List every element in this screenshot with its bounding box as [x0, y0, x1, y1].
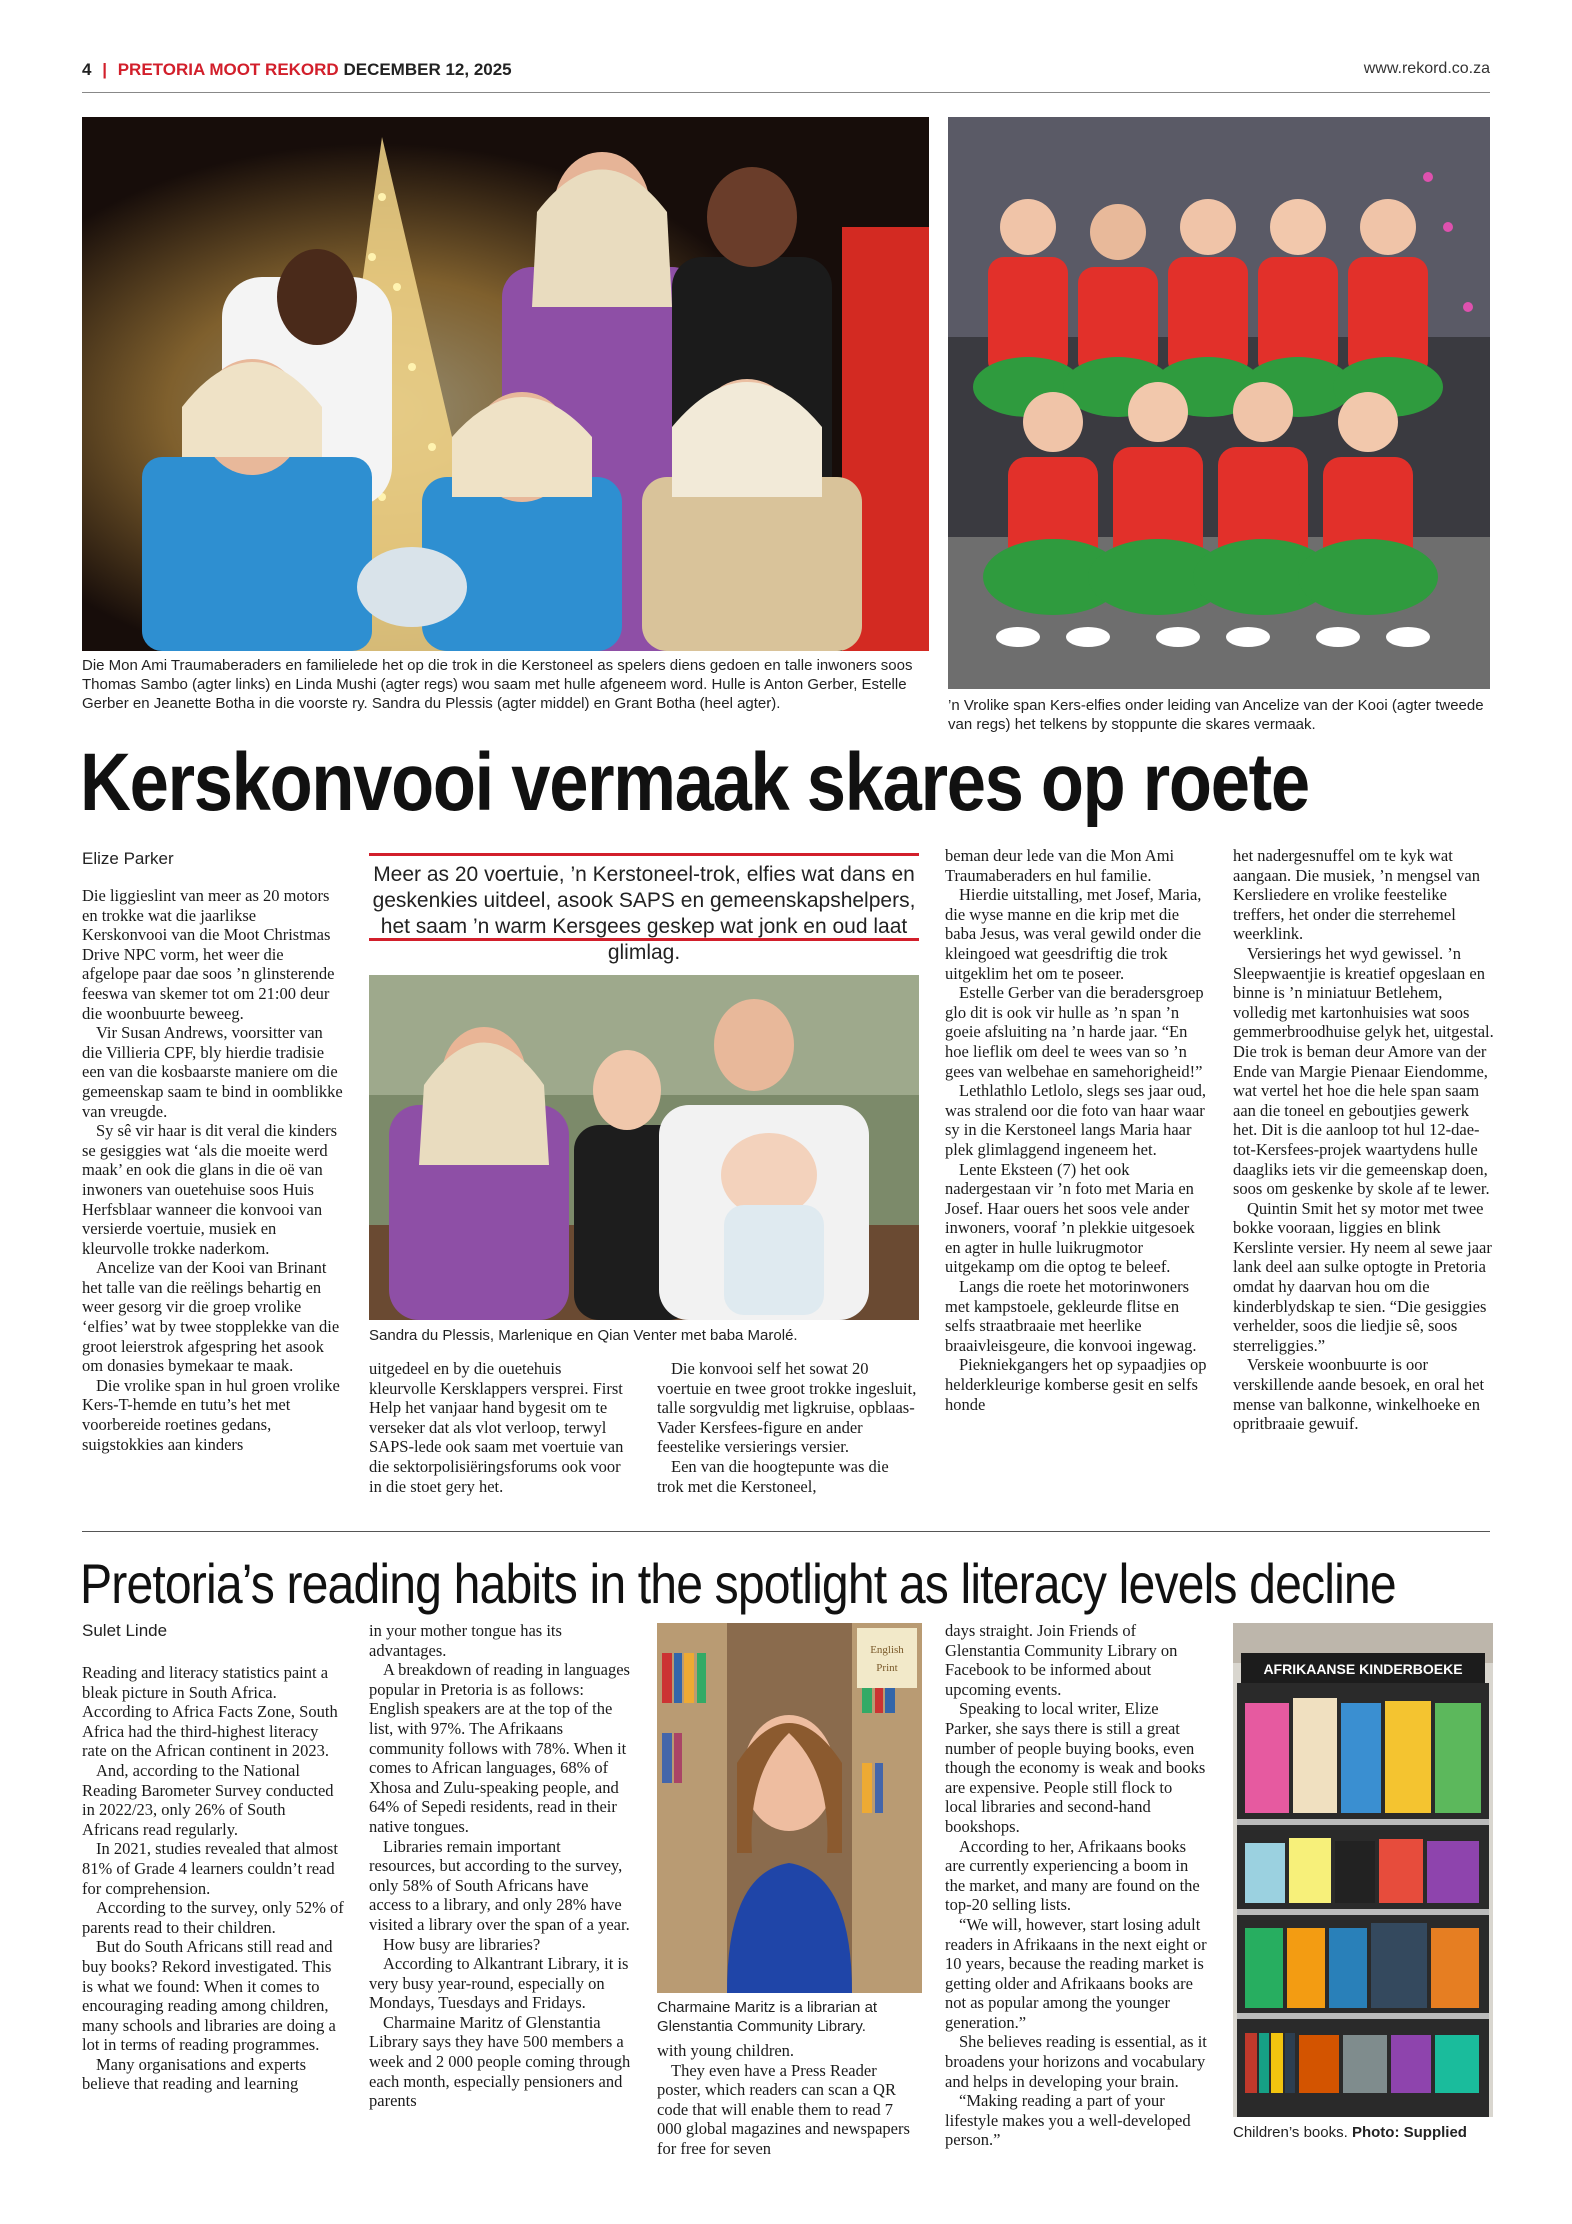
paragraph: And, according to the National Reading Barometer Survey conducted in 2022/23, only 26% of South Africans read regularly. [82, 1760, 334, 1839]
paragraph: A breakdown of reading in languages popular in Pretoria is as follows: English speakers are at the top of the list, with 97%. The Afrikaans community follows with 78%. When it comes to African languages, 68% of Xhosa and Zulu-speaking people, and 64% of Sepedi residents, read in their native tongues. [369, 1660, 630, 1836]
page-header [82, 60, 1490, 90]
issue-date: DECEMBER 12, 2025 [343, 60, 512, 79]
page-number: 4 [82, 60, 92, 79]
publication-name: PRETORIA MOOT REKORD [117, 60, 339, 79]
website-link[interactable]: www.rekord.co.za [1363, 60, 1490, 77]
caption-photo-nativity: Die Mon Ami Traumaberaders en familielede het op die trok in die Kerstoneel as spelers diens gedoen en talle inwoners soos Thomas Sambo (agter links) en Linda Mushi (agter regs) wou saam met hulle afgeneem word. Hulle is Anton Gerber, Estelle Gerber en Jeanette Botha in die voorste ry. Sandra du Plessis (agter middel) en Grant Botha (heel agter). [82, 657, 913, 712]
story2-column-4 [945, 1621, 1207, 2150]
paragraph: Piekniekgangers het op sypaadjies op helderkleurige komberse gesit en selfs honde [945, 1355, 1207, 1414]
photo-elves-team [948, 117, 1490, 689]
paragraph: In 2021, studies revealed that almost 81% of Grade 4 learners couldn’t read for comprehension. [82, 1839, 338, 1898]
caption-photo-elves: ’n Vrolike span Kers-elfies onder leiding van Ancelize van der Kooi (agter tweede van regs) het telkens by stoppunte die skares vermaak. [948, 697, 1484, 733]
photo-librarian [657, 1623, 922, 1993]
library-sign-line1: English [870, 1644, 904, 1656]
header-rule [82, 92, 1490, 93]
paragraph: Lente Eksteen (7) het ook nadergestaan vir ’n foto met Maria en Josef. Haar ouers het soos vele ander inwoners, vooraf ’n plekkie uitgesoek en agter in hulle luikrugmotor uitgekamp om die optog te beleef. [945, 1159, 1195, 1277]
story1-column-3 [657, 1359, 919, 1496]
paragraph: Een van die hoogtepunte was die trok met die Kerstoneel, [657, 1456, 889, 1496]
paragraph: Ancelize van der Kooi van Brinant het talle van die reëlings behartig en weer gesorg vir die groep vrolike ‘elfies’ wat by twee stopplekke van die groot leierstrok afgespring het asook om donasies bymekaar te maak. [82, 1258, 340, 1376]
headline-reading-habits: Pretoria’s reading habits in the spotlight as literacy levels decline [80, 1552, 1396, 1615]
paragraph: She believes reading is essential, as it broadens your horizons and vocabulary and helps in developing your brain. [945, 2032, 1207, 2091]
paragraph: Speaking to local writer, Elize Parker, she says there is still a great number of people buying books, even though the economy is weak and books are expensive. People still flock to local libraries and second-hand bookshops. [945, 1699, 1206, 1836]
paragraph: According to her, Afrikaans books are currently experiencing a boom in the market, and many are found on the top-20 selling lists. [945, 1836, 1200, 1915]
caption-books-text: Children’s books. [1233, 2124, 1348, 2141]
story2-column-2 [369, 1621, 631, 2111]
story1-column-1 [82, 886, 344, 1454]
header-separator: | [102, 60, 107, 79]
paragraph: According to the survey, only 52% of parents read to their children. [82, 1898, 344, 1937]
story2-column-1 [82, 1663, 344, 2094]
paragraph: with young children. [657, 2041, 795, 2060]
paragraph: Lethlathlo Letlolo, slegs ses jaar oud, was stralend oor die foto van haar waar sy in die Kerstoneel langs Maria haar plek glimlaggend ingeneem het. [945, 1081, 1206, 1159]
story1-column-4 [945, 846, 1207, 1414]
paragraph: Quintin Smit het sy motor met twee bokke vooraan, liggies en blink Kerslinte versier. Hy neem al sewe jaar lank deel aan sulke optogte in Pretoria omdat hy daarvan hou om die kinderblydskap te sien. “Die gesiggies verhelder, soos die liedjie sê, soos sterreliggies.” [1233, 1198, 1492, 1355]
paragraph: beman deur lede van die Mon Ami Traumaberaders en hul familie. [945, 846, 1175, 885]
paragraph: Vir Susan Andrews, voorsitter van die Villieria CPF, bly hierdie tradisie een van die kosbaarste maniere om die gemeenskap saam te bind in oomblikke van vreugde. [82, 1023, 343, 1121]
paragraph: Many organisations and experts believe that reading and learning [82, 2054, 307, 2094]
caption-photo-family: Sandra du Plessis, Marlenique en Qian Venter met baba Marolé. [369, 1327, 798, 1344]
paragraph: Die vrolike span in hul groen vrolike Kers-T-hemde en tutu’s het met voorbereide roetines gedans, suigstokkies aan kinders [82, 1375, 340, 1454]
photo-credit: Photo: Supplied [1351, 2124, 1467, 2141]
caption-photo-books [1233, 2123, 1493, 2142]
byline-story1: Elize Parker [82, 849, 174, 868]
headline-kerskonvooi: Kerskonvooi vermaak skares op roete [80, 737, 1309, 828]
paragraph: Die konvooi self het sowat 20 voertuie en twee groot trokke ingesluit, talle sorgvuldig met ligkruise, opblaas-Vader Kersfees-figure en ander feestelike versierings versier. [657, 1359, 917, 1457]
paragraph: Langs die roete het motorinwoners met kampstoele, gekleurde flitse en selfs straatbraaie met heerlike braaivleisgeure, die konvooi ingewag. [945, 1277, 1197, 1355]
paragraph: But do South Africans still read and buy books? Rekord investigated. This is what we found: When it comes to encouraging reading among children, many schools and libraries are doing a lot in terms of reading programmes. [82, 1937, 336, 2055]
paragraph: in your mother tongue has its advantages. [369, 1621, 562, 1660]
paragraph: Estelle Gerber van die beradersgroep glo dit is ook vir hulle as ’n span ’n goeie afsluiting na ’n harde jaar. “En hoe lieflik om deel te wees van so ’n gees van welbehae en samehorigheid!” [945, 983, 1204, 1081]
caption-photo-librarian: Charmaine Maritz is a librarian at Glenstantia Community Library. [657, 1999, 878, 2035]
paragraph: Libraries remain important resources, but according to the survey, only 58% of South Africans have access to a library, and only 28% have visited a library over the span of a year. [369, 1836, 630, 1934]
paragraph: According to Alkantrant Library, it is very busy year-round, especially on Mondays, Tuesdays and Fridays. [369, 1954, 629, 2013]
paragraph: het nadergesnuffel om te kyk wat aangaan. Die musiek, ’n mengsel van Kersliedere en vrolike feestelike treffers, het onder die sterrehemel weerklink. [1233, 846, 1480, 944]
paragraph: “Making reading a part of your lifestyle makes you a well-developed person.” [945, 2091, 1191, 2150]
shelf-sign: AFRIKAANSE KINDERBOEKE [1263, 1661, 1463, 1677]
section-divider [82, 1531, 1490, 1532]
paragraph: Hierdie uitstalling, met Josef, Maria, die wyse manne en die krip met die baba Jesus, was veral gewild onder die kleingoed wat geesdriftig die trok uitgeklim het om te poseer. [945, 885, 1202, 983]
paragraph: days straight. Join Friends of Glenstantia Community Library on Facebook to be informed about upcoming events. [945, 1621, 1178, 1699]
photo-childrens-books [1233, 1623, 1493, 2117]
paragraph: Sy sê vir haar is dit veral die kinders se gesiggies wat ‘als die moeite werd maak’ en ook die glans in die oë van inwoners van ouetehuise soos Huis Herfsblaar wanneer die konvooi van versierde voertuie, musiek en kleurvolle trokke naderkom. [82, 1121, 338, 1258]
paragraph: “We will, however, start losing adult readers in Afrikaans in the next eight or 10 years, because the reading market is getting older and Afrikaans books are not as popular among the younger generation.” [945, 1914, 1207, 2032]
pull-quote: Meer as 20 voertuie, ’n Kerstoneel-trok, elfies wat dans en geskenkies uitdeel, asook SAPS en gemeenskapshelpers, het saam ’n warm Kersgees geskep wat jonk en oud laat glimlag. [369, 853, 919, 941]
paragraph: Versierings het wyd gewissel. ’n Sleepwaentjie is kreatief opgeslaan en binne is ’n miniatuur Betlehem, volledig met kartonhuisies wat soos gemmerbroodhuise gelyk het, uitgestal. Die trok is beman deur Amore van der Ende van Margie Pienaar Eiendomme, wat vertel het hoe die hele span saam aan die toneel en geboutjies gewerk het. Dit is die aanloop tot hul 12-dae-tot-Kersfees-projek waartydens hulle daagliks iets vir die gemeenskap doen, soos om geskenke by skole af te lewer. [1233, 943, 1494, 1199]
paragraph: Verskeie woonbuurte is oor verskillende aande besoek, en oral het mense van balkonne, winkelhoeke en opritbraaie gewuif. [1233, 1355, 1485, 1434]
story1-column-2 [369, 1359, 631, 1496]
paragraph: How busy are libraries? [383, 1934, 541, 1954]
library-sign-line2: Print [876, 1662, 898, 1674]
paragraph: Reading and literacy statistics paint a bleak picture in South Africa. According to Africa Facts Zone, South Africa had the third-highest literacy rate on the African continent in 2023. [82, 1663, 338, 1761]
paragraph: uitgedeel en by die ouetehuis kleurvolle Kersklappers versprei. First Help het vanjaar hand bygesit om te verseker dat als vlot verloop, terwyl SAPS-lede ook saam met voertuie van die sektorpolisiëringsforums ook voor in die stoet gery het. [369, 1359, 624, 1496]
paragraph: They even have a Press Reader poster, which readers can scan a QR code that will enable them to read 7 000 global magazines and newspapers for free for seven [657, 2060, 910, 2158]
photo-nativity-group [82, 117, 929, 651]
story1-column-5 [1233, 846, 1495, 1434]
story2-column-3 [657, 2041, 919, 2159]
paragraph: Charmaine Maritz of Glenstantia Library says they have 500 members a week and 2 000 people coming through each month, especially pensioners and parents [369, 2012, 631, 2111]
photo-family [369, 975, 919, 1320]
paragraph: Die liggieslint van meer as 20 motors en trokke wat die jaarlikse Kerskonvooi van die Moot Christmas Drive NPC vorm, het weer die afgelope paar dae soos ’n glinsterende feeswa van skemer tot om 21:00 deur die woonbuurte beweeg. [82, 886, 335, 1023]
byline-story2: Sulet Linde [82, 1621, 168, 1640]
